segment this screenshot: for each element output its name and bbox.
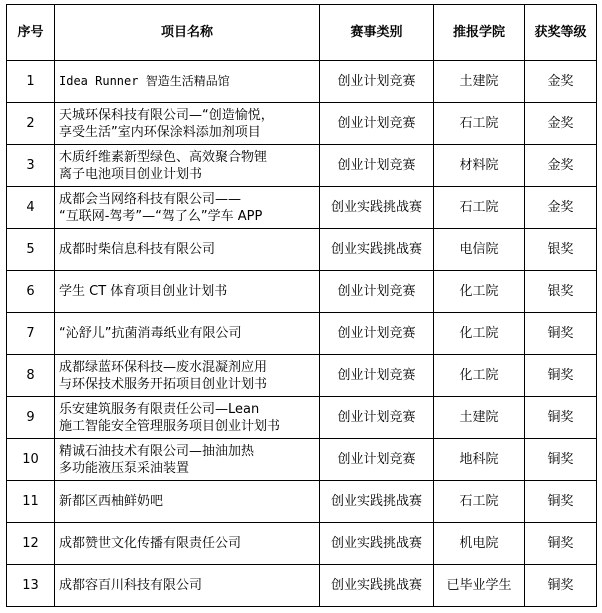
table-row (7, 187, 597, 229)
project-name-line: 乐安建筑服务有限责任公司—Lean (59, 401, 260, 417)
award-level: 铜奖 (525, 397, 597, 439)
nominating-college: 土建院 (434, 61, 525, 103)
project-name-line: 成都赞世文化传播有限责任公司 (59, 536, 242, 551)
row-index: 13 (7, 565, 55, 607)
project-name (55, 271, 320, 313)
table-row (7, 439, 597, 481)
row-index: 11 (7, 481, 55, 523)
award-level: 金奖 (525, 187, 597, 229)
project-name-line: “沁舒儿”抗菌消毒纸业有限公司 (59, 326, 242, 341)
table-row (7, 145, 597, 187)
nominating-college: 材料院 (434, 145, 525, 187)
project-name-line: 成都绿蓝环保科技—废水混凝剂应用 (59, 359, 268, 375)
competition-category: 创业计划竞赛 (320, 313, 434, 355)
row-index: 12 (7, 523, 55, 565)
row-index: 8 (7, 355, 55, 397)
table-row (7, 271, 597, 313)
project-name-line: 多功能液压泵采油装置 (59, 460, 190, 476)
row-index: 1 (7, 61, 55, 103)
project-name-line: “互联网-驾考”—“驾了么”学车 APP (59, 208, 263, 224)
competition-category: 创业计划竞赛 (320, 103, 434, 145)
header-category: 赛事类别 (320, 5, 434, 61)
table-row (7, 103, 597, 145)
row-index: 3 (7, 145, 55, 187)
award-level: 铜奖 (525, 523, 597, 565)
row-index: 10 (7, 439, 55, 481)
project-name-line: 学生 CT 体育项目创业计划书 (59, 284, 228, 299)
award-level: 金奖 (525, 61, 597, 103)
nominating-college: 土建院 (434, 397, 525, 439)
project-name-line: 施工智能安全管理服务项目创业计划书 (59, 418, 281, 434)
table-row (7, 481, 597, 523)
header-name: 项目名称 (55, 5, 320, 61)
table-row (7, 229, 597, 271)
award-level: 银奖 (525, 271, 597, 313)
table-row (7, 397, 597, 439)
row-index: 5 (7, 229, 55, 271)
project-name (55, 313, 320, 355)
nominating-college: 已毕业学生 (434, 565, 525, 607)
project-name (55, 187, 320, 229)
nominating-college: 电信院 (434, 229, 525, 271)
project-name-line: 天城环保科技有限公司—“创造愉悦， (59, 107, 274, 123)
competition-category: 创业计划竞赛 (320, 355, 434, 397)
project-name-line: 新都区西柚鲜奶吧 (59, 494, 164, 509)
nominating-college: 化工院 (434, 355, 525, 397)
project-name-line: 与环保技术服务开拓项目创业计划书 (59, 376, 268, 392)
nominating-college: 地科院 (434, 439, 525, 481)
table-row (7, 355, 597, 397)
competition-category: 创业实践挑战赛 (320, 565, 434, 607)
project-name (55, 61, 320, 103)
project-name (55, 397, 320, 439)
nominating-college: 石工院 (434, 481, 525, 523)
award-level: 铜奖 (525, 355, 597, 397)
competition-category: 创业实践挑战赛 (320, 229, 434, 271)
nominating-college: 石工院 (434, 103, 525, 145)
project-name-line: Idea Runner 智造生活精品馆 (59, 74, 230, 88)
header-index: 序号 (7, 5, 55, 61)
award-level: 铜奖 (525, 313, 597, 355)
competition-category: 创业计划竞赛 (320, 145, 434, 187)
award-level: 铜奖 (525, 565, 597, 607)
award-level: 银奖 (525, 229, 597, 271)
header-row (7, 5, 597, 61)
project-name-line: 享受生活”室内环保涂料添加剂项目 (59, 124, 261, 140)
row-index: 6 (7, 271, 55, 313)
project-name-line: 精诚石油技术有限公司—抽油加热 (59, 443, 255, 459)
row-index: 4 (7, 187, 55, 229)
competition-category: 创业计划竞赛 (320, 61, 434, 103)
competition-category: 创业实践挑战赛 (320, 187, 434, 229)
award-level: 金奖 (525, 145, 597, 187)
row-index: 9 (7, 397, 55, 439)
project-name (55, 355, 320, 397)
nominating-college: 化工院 (434, 313, 525, 355)
project-name (55, 145, 320, 187)
nominating-college: 化工院 (434, 271, 525, 313)
project-name-line: 离子电池项目创业计划书 (59, 166, 203, 182)
table-row (7, 565, 597, 607)
competition-category: 创业计划竞赛 (320, 397, 434, 439)
header-level: 获奖等级 (525, 5, 597, 61)
competition-category: 创业计划竞赛 (320, 439, 434, 481)
header-college: 推报学院 (434, 5, 525, 61)
project-name-line: 木质纤维素新型绿色、高效聚合物锂 (59, 149, 268, 165)
row-index: 2 (7, 103, 55, 145)
table-row (7, 523, 597, 565)
awards-table (6, 4, 597, 607)
competition-category: 创业实践挑战赛 (320, 481, 434, 523)
project-name (55, 439, 320, 481)
project-name (55, 523, 320, 565)
award-level: 铜奖 (525, 439, 597, 481)
table-body (7, 61, 597, 607)
row-index: 7 (7, 313, 55, 355)
table-row (7, 61, 597, 103)
nominating-college: 石工院 (434, 187, 525, 229)
project-name (55, 565, 320, 607)
project-name (55, 481, 320, 523)
project-name-line: 成都容百川科技有限公司 (59, 578, 203, 593)
nominating-college: 机电院 (434, 523, 525, 565)
project-name (55, 103, 320, 145)
award-level: 铜奖 (525, 481, 597, 523)
project-name-line: 成都会当网络科技有限公司—— (59, 191, 242, 207)
competition-category: 创业计划竞赛 (320, 271, 434, 313)
project-name-line: 成都时柴信息科技有限公司 (59, 242, 216, 257)
award-level: 金奖 (525, 103, 597, 145)
table-row (7, 313, 597, 355)
competition-category: 创业实践挑战赛 (320, 523, 434, 565)
project-name (55, 229, 320, 271)
